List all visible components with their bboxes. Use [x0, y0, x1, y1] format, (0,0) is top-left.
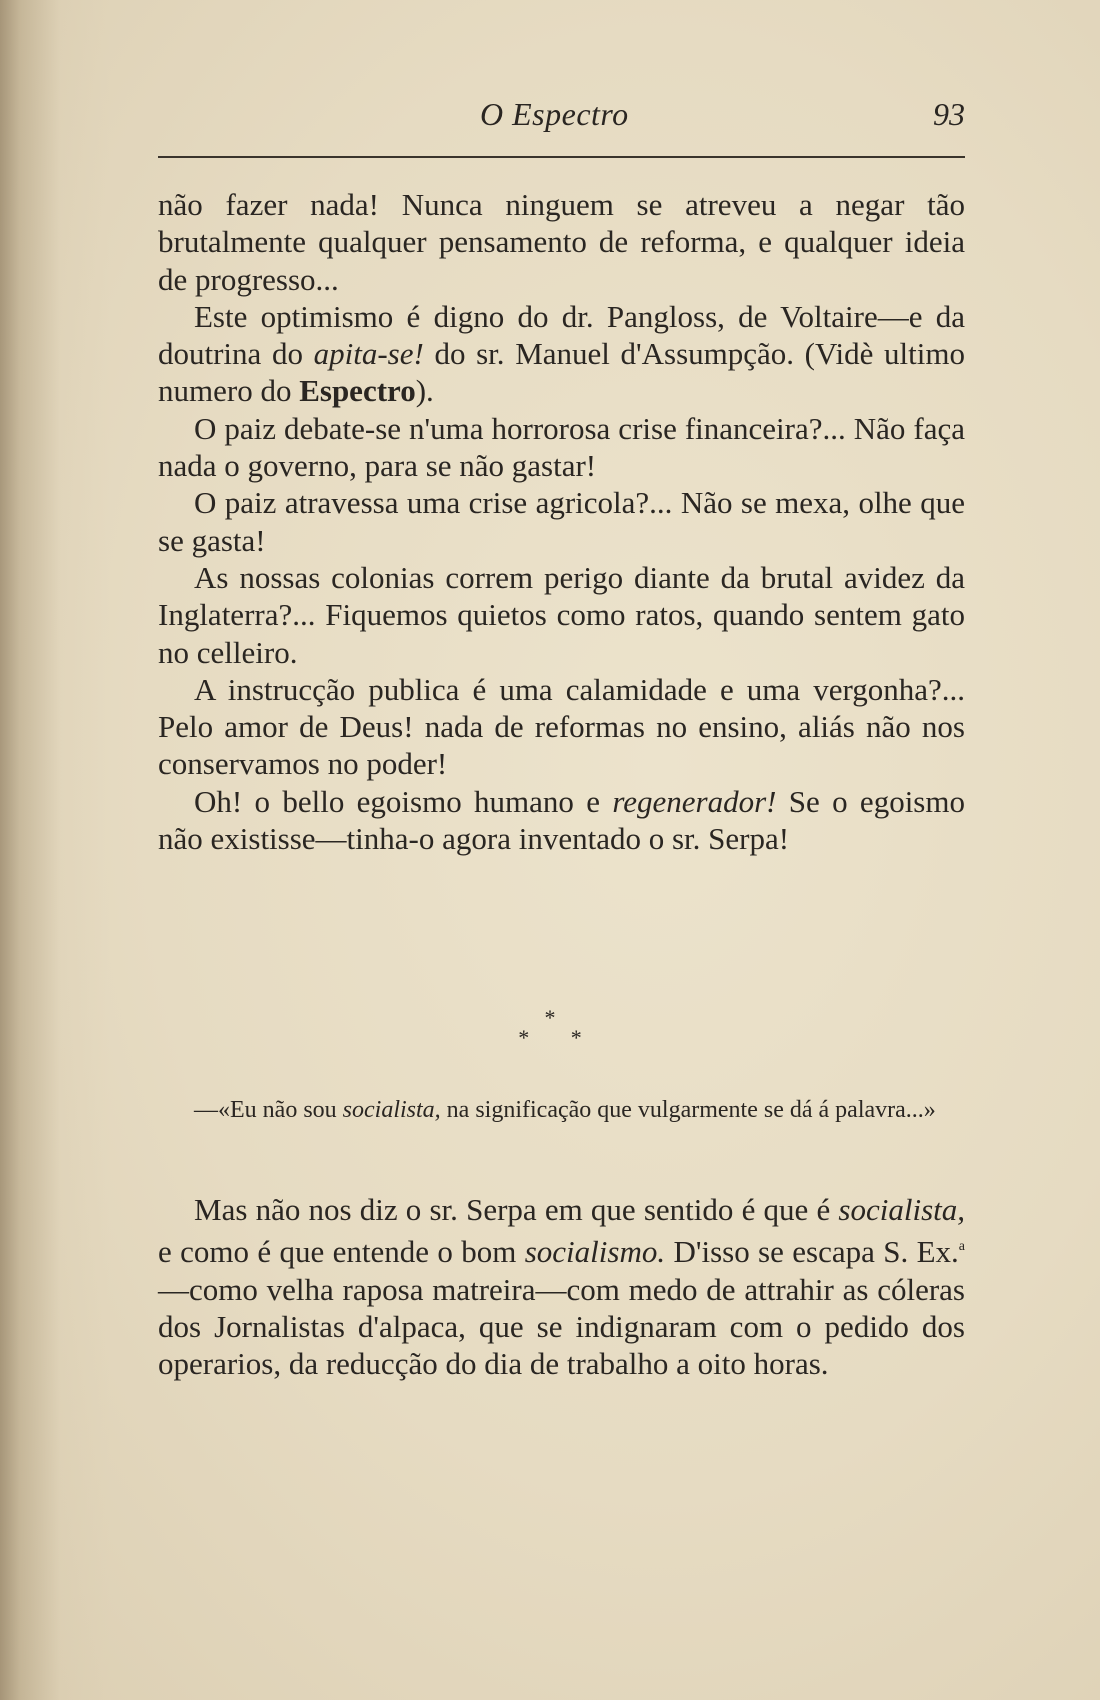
- quote-text-b: na significação que vulgarmente se dá á palavra...»: [440, 1097, 936, 1123]
- closing-paragraph: [158, 1191, 965, 1382]
- block-quote: [158, 1095, 965, 1125]
- header-rule: [158, 156, 965, 158]
- page-number: 93: [933, 96, 965, 132]
- paragraph-2: [158, 298, 965, 410]
- paragraph-2-text-a: Este optimismo é digno do dr. Pangloss, de Voltaire—e da doutrina do: [158, 298, 965, 372]
- quote-text-a: —«Eu não sou: [194, 1097, 343, 1123]
- paragraph-1: não fazer nada! Nunca ninguem se atreveu a negar tão brutalmente qualquer pensamento de reforma, e qualquer ideia de progresso...: [158, 187, 965, 297]
- section-separator: [0, 1005, 1100, 1050]
- paragraph-4: O paiz atravessa uma crise agricola?... Não se mexa, olhe que se gasta!: [158, 485, 965, 558]
- separator-top: *: [544, 1005, 556, 1030]
- separator-bottom: * *: [518, 1025, 600, 1050]
- paragraph-2-italic: apita-se!: [313, 336, 424, 372]
- paragraph-7-text-a: Oh! o bello egoismo humano e: [194, 783, 613, 819]
- closing-text: [158, 1191, 965, 1382]
- closing-text-a: Mas não nos diz o sr. Serpa em que sentido é que é: [194, 1192, 839, 1227]
- paragraph-2-bold: Espectro: [299, 373, 416, 409]
- page-header: [158, 96, 965, 142]
- paragraph-7-text-b: Se o egoismo não existisse—tinha-o agora inventado o sr. Serpa!: [158, 783, 965, 857]
- closing-italic-2: socialismo.: [524, 1234, 666, 1270]
- paragraph-6: A instrucção publica é uma calamidade e uma vergonha?... Pelo amor de Deus! nada de reformas no ensino, aliás não nos conservamos no poder!: [158, 671, 965, 782]
- closing-italic-1: socialista,: [838, 1192, 965, 1227]
- paragraph-7-italic: regenerador!: [612, 783, 777, 819]
- running-title: O Espectro: [480, 96, 629, 132]
- paragraph-3: O paiz debate-se n'uma horrorosa crise financeira?... Não faça nada o governo, para se não gastar!: [158, 410, 965, 484]
- quote-text: [158, 1095, 965, 1125]
- closing-text-c: D'isso se escapa S. Ex.: [665, 1234, 959, 1270]
- paragraph-2-text-b: do sr. Manuel d'Assumpção. (Vidè ultimo numero do: [158, 336, 965, 409]
- main-text: [158, 186, 965, 857]
- paragraph-7: [158, 783, 965, 858]
- closing-text-d: —como velha raposa matreira—com medo de attrahir as cóleras dos Jornalistas d'alpaca, que se indignaram com o pedido dos operarios, da reducção do dia de trabalho a oito horas.: [158, 1271, 965, 1382]
- paragraph-5: As nossas colonias correm perigo diante da brutal avidez da Inglaterra?... Fiquemos quietos como ratos, quando sentem gato no celleiro.: [158, 559, 965, 670]
- quote-italic: socialista,: [342, 1097, 441, 1123]
- paragraph-2-text-c: ).: [415, 373, 434, 409]
- closing-superscript: a: [958, 1239, 965, 1255]
- closing-text-b: e como é que entende o bom: [158, 1234, 525, 1270]
